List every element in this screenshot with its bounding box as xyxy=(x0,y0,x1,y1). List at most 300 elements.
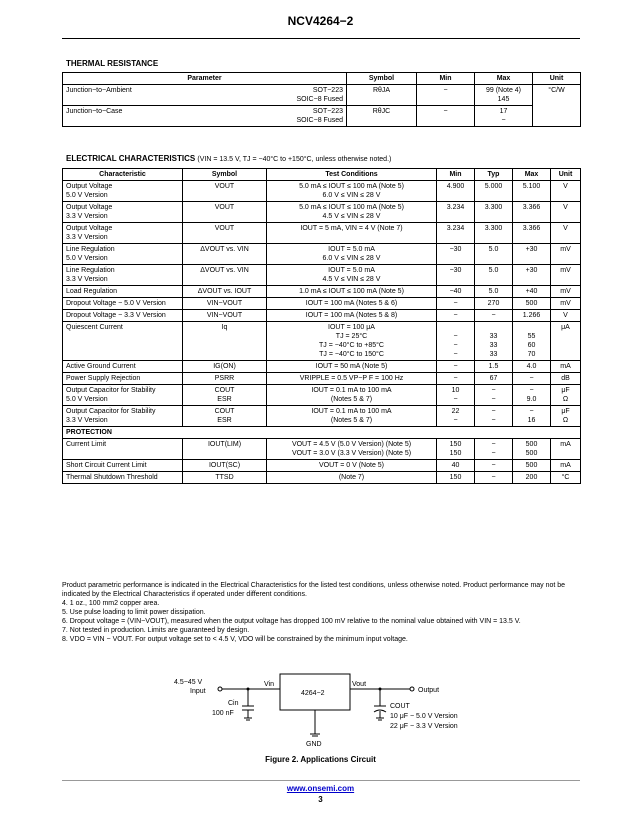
typ-value: 33 xyxy=(489,351,498,358)
typ-cell xyxy=(475,181,513,202)
package-list xyxy=(297,86,344,104)
min-value: − xyxy=(453,351,458,358)
max-value: 60 xyxy=(527,342,536,349)
condition-label: TJ = −40°C to 150°C xyxy=(319,351,384,358)
table-row xyxy=(63,439,581,460)
cout-3v-label: 22 μF − 3.3 V Version xyxy=(390,723,458,730)
condition-label: (Note 7) xyxy=(338,474,365,481)
characteristic-label: 3.3 V Version xyxy=(66,234,108,241)
thermal-table xyxy=(62,72,581,127)
unit-value: μF xyxy=(561,387,570,394)
typ-value: 3.300 xyxy=(484,204,503,211)
min-cell xyxy=(437,406,475,427)
symbol-cell: RθJA xyxy=(347,85,417,106)
characteristic-label: Output Voltage xyxy=(66,183,113,190)
min-value: − xyxy=(453,396,458,403)
typ-cell xyxy=(475,322,513,361)
typ-value: − xyxy=(491,312,496,319)
protection-title: PROTECTION xyxy=(63,427,581,439)
symbol-cell: VOUT xyxy=(183,181,267,202)
condition-label: (Notes 5 & 7) xyxy=(330,417,373,424)
conditions-cell xyxy=(267,181,437,202)
min-value xyxy=(440,323,471,332)
min-cell xyxy=(437,460,475,472)
conditions-cell xyxy=(267,286,437,298)
max-cell xyxy=(513,223,551,244)
min-cell xyxy=(437,322,475,361)
typ-value: − xyxy=(491,408,496,415)
website-link[interactable]: www.onsemi.com xyxy=(286,784,355,793)
max-value: − xyxy=(529,375,534,382)
typ-value: 5.0 xyxy=(488,267,499,274)
param-cell xyxy=(63,85,347,106)
table-row xyxy=(63,244,581,265)
symbol-cell: ΔVOUT vs. IOUT xyxy=(183,286,267,298)
thermal-header-cell: Parameter xyxy=(63,73,347,85)
characteristic-label: 5.0 V Version xyxy=(66,396,108,403)
table-row xyxy=(63,106,581,127)
cin-value-label: 100 nF xyxy=(212,710,234,717)
min-cell: − xyxy=(417,106,475,127)
page-number: 3 xyxy=(318,795,323,804)
characteristic-cell xyxy=(63,472,183,484)
symbol-cell: PSRR xyxy=(183,373,267,385)
unit-cell xyxy=(551,181,581,202)
conditions-cell xyxy=(267,265,437,286)
characteristic-cell xyxy=(63,265,183,286)
max-cell xyxy=(513,244,551,265)
typ-value: 33 xyxy=(489,333,498,340)
max-value: 1.266 xyxy=(522,312,541,319)
characteristic-cell xyxy=(63,460,183,472)
package-label: SOT−223 xyxy=(312,87,343,94)
min-value: 150 xyxy=(449,450,462,457)
param-cell xyxy=(63,106,347,127)
table-row xyxy=(63,310,581,322)
max-cell xyxy=(475,85,533,106)
unit-cell: °C/W xyxy=(533,85,581,127)
characteristic-label: Current Limit xyxy=(66,441,107,448)
characteristic-label: Active Ground Current xyxy=(66,363,136,370)
conditions-cell xyxy=(267,385,437,406)
characteristic-cell xyxy=(63,406,183,427)
min-cell xyxy=(437,361,475,373)
min-cell: − xyxy=(417,85,475,106)
characteristic-cell xyxy=(63,385,183,406)
characteristic-label: 3.3 V Version xyxy=(66,276,108,283)
symbol-cell: IOUT(SC) xyxy=(183,460,267,472)
condition-label: IOUT = 0.1 mA to 100 mA xyxy=(311,387,392,394)
table-row xyxy=(63,322,581,361)
unit-value: mA xyxy=(560,462,571,469)
unit-cell xyxy=(551,298,581,310)
table-row xyxy=(63,298,581,310)
typ-cell xyxy=(475,310,513,322)
min-cell xyxy=(437,181,475,202)
electrical-header-cell: Max xyxy=(513,169,551,181)
min-value: − xyxy=(453,363,458,370)
min-cell xyxy=(437,385,475,406)
conditions-cell xyxy=(267,310,437,322)
unit-value: V xyxy=(563,204,568,211)
unit-cell xyxy=(551,385,581,406)
unit-value: mA xyxy=(560,441,571,448)
conditions-cell xyxy=(267,361,437,373)
unit-cell xyxy=(551,202,581,223)
typ-value: − xyxy=(491,387,496,394)
typ-value: − xyxy=(491,450,496,457)
note-item: 7. Not tested in production. Limits are guaranteed by design. xyxy=(62,627,250,634)
electrical-section-title xyxy=(66,154,391,163)
cout-5v-label: 10 μF − 5.0 V Version xyxy=(390,713,458,720)
cin-label: Cin xyxy=(228,700,239,707)
symbol-cell: VIN−VOUT xyxy=(183,310,267,322)
typ-cell xyxy=(475,439,513,460)
unit-cell xyxy=(551,286,581,298)
unit-value: V xyxy=(563,312,568,319)
max-cell xyxy=(513,373,551,385)
max-value: 200 xyxy=(525,474,538,481)
characteristic-label: Line Regulation xyxy=(66,246,115,253)
condition-label: 5.0 mA ≤ IOUT ≤ 100 mA (Note 5) xyxy=(299,204,404,211)
characteristic-cell xyxy=(63,181,183,202)
symbol-label: COUT xyxy=(214,408,235,415)
min-value: − xyxy=(453,417,458,424)
table-row xyxy=(63,361,581,373)
electrical-header-cell: Symbol xyxy=(183,169,267,181)
unit-value: mV xyxy=(560,300,571,307)
max-cell xyxy=(513,472,551,484)
min-value: 3.234 xyxy=(446,225,465,232)
typ-cell xyxy=(475,361,513,373)
note-item: 5. Use pulse loading to limit power dissipation. xyxy=(62,609,206,616)
characteristic-cell xyxy=(63,310,183,322)
min-value: −40 xyxy=(449,288,462,295)
condition-label: 1.0 mA ≤ IOUT ≤ 100 mA (Note 5) xyxy=(299,288,404,295)
min-value: −30 xyxy=(449,267,462,274)
unit-value: Ω xyxy=(562,417,569,424)
unit-value: °C xyxy=(561,474,570,481)
symbol-cell: RθJC xyxy=(347,106,417,127)
max-cell xyxy=(513,286,551,298)
max-cell xyxy=(513,361,551,373)
max-value: 9.0 xyxy=(526,396,537,403)
min-value: 40 xyxy=(451,462,460,469)
note-item: 8. VDO = VIN − VOUT. For output voltage set to < 4.5 V, VDO will be constrained by the minimum input voltage. xyxy=(62,636,408,643)
max-value: 55 xyxy=(527,333,536,340)
unit-value: μF xyxy=(561,408,570,415)
max-value: 4.0 xyxy=(526,363,537,370)
conditions-cell xyxy=(267,439,437,460)
package-label: SOIC−8 Fused xyxy=(296,117,343,124)
typ-value: 67 xyxy=(489,375,498,382)
note-item: 6. Dropout voltage = (VIN−VOUT), measured when the output voltage has dropped 100 mV relative to the nominal value obtained with VIN = 13.5 V. xyxy=(62,618,521,625)
header-rule xyxy=(62,38,580,39)
max-cell xyxy=(513,265,551,286)
max-value: +40 xyxy=(525,288,538,295)
table-row xyxy=(63,385,581,406)
unit-cell xyxy=(551,460,581,472)
package-list xyxy=(297,107,344,125)
min-value: − xyxy=(453,342,458,349)
condition-label: IOUT = 50 mA (Note 5) xyxy=(315,363,388,370)
condition-label: TJ = −40°C to +85°C xyxy=(319,342,384,349)
max-cell xyxy=(513,202,551,223)
unit-value: mA xyxy=(560,363,571,370)
symbol-cell xyxy=(183,406,267,427)
symbol-cell: IOUT(LIM) xyxy=(183,439,267,460)
unit-cell xyxy=(551,361,581,373)
condition-label: 5.0 mA ≤ IOUT ≤ 100 mA (Note 5) xyxy=(299,183,404,190)
typ-cell xyxy=(475,460,513,472)
unit-cell xyxy=(551,310,581,322)
characteristic-label: Line Regulation xyxy=(66,267,115,274)
thermal-header-cell: Symbol xyxy=(347,73,417,85)
unit-cell xyxy=(551,265,581,286)
thermal-section-title: THERMAL RESISTANCE xyxy=(66,59,159,68)
symbol-cell: ΔVOUT vs. VIN xyxy=(183,244,267,265)
characteristic-label: Output Voltage xyxy=(66,204,113,211)
unit-cell xyxy=(551,406,581,427)
min-value: 10 xyxy=(451,387,460,394)
typ-cell xyxy=(475,244,513,265)
min-cell xyxy=(437,298,475,310)
unit-cell xyxy=(551,223,581,244)
characteristic-cell xyxy=(63,286,183,298)
max-cell xyxy=(513,439,551,460)
characteristic-label: Thermal Shutdown Threshold xyxy=(66,474,158,481)
conditions-cell xyxy=(267,472,437,484)
max-cell xyxy=(513,460,551,472)
conditions-cell xyxy=(267,322,437,361)
typ-cell xyxy=(475,472,513,484)
conditions-cell xyxy=(267,298,437,310)
condition-label: IOUT = 0.1 mA to 100 mA xyxy=(311,408,392,415)
typ-value: − xyxy=(491,474,496,481)
typ-value: 5.0 xyxy=(488,246,499,253)
characteristic-cell xyxy=(63,244,183,265)
typ-value: − xyxy=(491,396,496,403)
min-cell xyxy=(437,310,475,322)
package-label: SOIC−8 Fused xyxy=(296,96,343,103)
output-label: Output xyxy=(418,687,440,694)
page-title: NCV4264−2 xyxy=(287,14,354,28)
max-cell xyxy=(513,181,551,202)
max-cell xyxy=(475,106,533,127)
electrical-header-cell: Characteristic xyxy=(63,169,183,181)
table-row xyxy=(63,460,581,472)
max-value: 145 xyxy=(497,96,510,103)
condition-label: IOUT = 5 mA, VIN = 4 V (Note 7) xyxy=(300,225,403,232)
typ-value: − xyxy=(491,417,496,424)
condition-label: 4.5 V ≤ VIN ≤ 28 V xyxy=(322,213,381,220)
typ-cell xyxy=(475,265,513,286)
min-cell xyxy=(437,244,475,265)
max-cell xyxy=(513,385,551,406)
condition-label: 6.0 V ≤ VIN ≤ 28 V xyxy=(322,192,381,199)
unit-value: μA xyxy=(561,324,570,331)
max-value: +30 xyxy=(525,267,538,274)
table-row xyxy=(63,223,581,244)
max-cell xyxy=(513,298,551,310)
symbol-cell: VOUT xyxy=(183,202,267,223)
chip-label: 4264−2 xyxy=(301,690,325,697)
condition-label: VRIPPLE = 0.5 VP−P F = 100 Hz xyxy=(299,375,404,382)
table-row xyxy=(63,265,581,286)
max-value: 3.366 xyxy=(522,204,541,211)
input-voltage-label: 4.5−45 V xyxy=(174,679,203,686)
electrical-header-cell: Test Conditions xyxy=(267,169,437,181)
typ-value: 5.000 xyxy=(484,183,503,190)
notes xyxy=(62,581,580,644)
condition-label: VOUT = 4.5 V (5.0 V Version) (Note 5) xyxy=(291,441,412,448)
min-cell xyxy=(437,202,475,223)
electrical-title: ELECTRICAL CHARACTERISTICS xyxy=(66,154,196,163)
min-value: − xyxy=(453,375,458,382)
condition-label: TJ = 25°C xyxy=(335,333,368,340)
symbol-cell xyxy=(183,385,267,406)
symbol-label: ESR xyxy=(217,417,232,424)
output-terminal-icon xyxy=(410,687,414,691)
typ-cell xyxy=(475,286,513,298)
electrical-header-cell: Unit xyxy=(551,169,581,181)
cout-label: COUT xyxy=(390,703,410,710)
symbol-label: COUT xyxy=(214,387,235,394)
max-value: 500 xyxy=(525,300,538,307)
unit-cell xyxy=(551,439,581,460)
thermal-header-cell: Min xyxy=(417,73,475,85)
condition-label: (Notes 5 & 7) xyxy=(330,396,373,403)
symbol-cell: VOUT xyxy=(183,223,267,244)
typ-value: 5.0 xyxy=(488,288,499,295)
vout-label: Vout xyxy=(352,681,367,688)
gnd-label: GND xyxy=(306,741,322,748)
conditions-cell xyxy=(267,460,437,472)
typ-cell xyxy=(475,202,513,223)
condition-label: IOUT = 5.0 mA xyxy=(328,246,375,253)
min-cell xyxy=(437,472,475,484)
input-label: Input xyxy=(190,688,206,695)
typ-cell xyxy=(475,385,513,406)
max-value: 500 xyxy=(525,462,538,469)
typ-cell xyxy=(475,373,513,385)
typ-value: 270 xyxy=(487,300,500,307)
figure-caption: Figure 2. Applications Circuit xyxy=(265,755,376,764)
footer-rule xyxy=(62,780,580,781)
typ-value xyxy=(478,323,509,332)
unit-value: mV xyxy=(560,288,571,295)
typ-cell xyxy=(475,223,513,244)
characteristic-label: Quiescent Current xyxy=(66,324,123,331)
min-cell xyxy=(437,439,475,460)
max-value: 500 xyxy=(525,450,538,457)
symbol-label: ESR xyxy=(217,396,232,403)
conditions-cell xyxy=(267,244,437,265)
max-value: +30 xyxy=(525,246,538,253)
unit-cell xyxy=(551,373,581,385)
max-value: 16 xyxy=(527,417,536,424)
characteristic-cell xyxy=(63,202,183,223)
unit-cell xyxy=(551,244,581,265)
min-value: 4.900 xyxy=(446,183,465,190)
characteristic-cell xyxy=(63,223,183,244)
min-value: 150 xyxy=(449,441,462,448)
characteristic-label: Load Regulation xyxy=(66,288,117,295)
min-cell xyxy=(437,223,475,244)
table-row xyxy=(63,202,581,223)
characteristic-label: 5.0 V Version xyxy=(66,192,108,199)
applications-circuit xyxy=(160,668,480,758)
min-value: 22 xyxy=(451,408,460,415)
table-row xyxy=(63,472,581,484)
min-value: − xyxy=(453,312,458,319)
electrical-header-cell: Min xyxy=(437,169,475,181)
table-row xyxy=(63,286,581,298)
symbol-cell: VIN−VOUT xyxy=(183,298,267,310)
unit-cell xyxy=(551,322,581,361)
vin-label: Vin xyxy=(264,681,274,688)
max-value xyxy=(516,323,547,332)
condition-label: VOUT = 0 V (Note 5) xyxy=(318,462,385,469)
max-value: 17 xyxy=(499,108,508,115)
condition-label: IOUT = 100 mA (Notes 5 & 8) xyxy=(305,312,398,319)
max-value: − xyxy=(501,117,506,124)
table-row xyxy=(63,406,581,427)
characteristic-label: Output Capacitor for Stability xyxy=(66,387,156,394)
condition-label: 6.0 V ≤ VIN ≤ 28 V xyxy=(322,255,381,262)
max-cell xyxy=(513,310,551,322)
max-value: 3.366 xyxy=(522,225,541,232)
condition-label: IOUT = 100 μA xyxy=(328,324,375,331)
max-cell xyxy=(513,406,551,427)
min-value: −30 xyxy=(449,246,462,253)
unit-value: V xyxy=(563,225,568,232)
min-value: − xyxy=(453,333,458,340)
note-item: 4. 1 oz., 100 mm2 copper area. xyxy=(62,600,160,607)
unit-value: mV xyxy=(560,246,571,253)
characteristic-cell xyxy=(63,361,183,373)
max-value: 70 xyxy=(527,351,536,358)
conditions-cell xyxy=(267,373,437,385)
typ-value: 33 xyxy=(489,342,498,349)
input-terminal-icon xyxy=(218,687,222,691)
condition-label: IOUT = 100 mA (Notes 5 & 6) xyxy=(305,300,398,307)
conditions-cell xyxy=(267,223,437,244)
param-label: Junction−to−Case xyxy=(66,108,123,115)
characteristic-label: Power Supply Rejection xyxy=(66,375,141,382)
condition-label: IOUT = 5.0 mA xyxy=(328,267,375,274)
param-wrap xyxy=(66,107,343,125)
characteristic-cell xyxy=(63,439,183,460)
min-cell xyxy=(437,286,475,298)
min-value: 150 xyxy=(449,474,462,481)
table-row xyxy=(63,85,581,106)
min-value: − xyxy=(453,300,458,307)
table-row xyxy=(63,181,581,202)
min-cell xyxy=(437,373,475,385)
min-value: 3.234 xyxy=(446,204,465,211)
characteristic-cell xyxy=(63,298,183,310)
param-wrap xyxy=(66,86,343,104)
characteristic-label: Output Capacitor for Stability xyxy=(66,408,156,415)
conditions-cell xyxy=(267,406,437,427)
typ-value: 1.5 xyxy=(488,363,499,370)
table-row xyxy=(63,373,581,385)
typ-cell xyxy=(475,406,513,427)
conditions-cell xyxy=(267,202,437,223)
note-item: Product parametric performance is indicated in the Electrical Characteristics for the listed test conditions, unless otherwise noted. Product performance may not be indicated by the Electrical Characteristics if operated under different conditions. xyxy=(62,582,566,598)
unit-value: mV xyxy=(560,267,571,274)
